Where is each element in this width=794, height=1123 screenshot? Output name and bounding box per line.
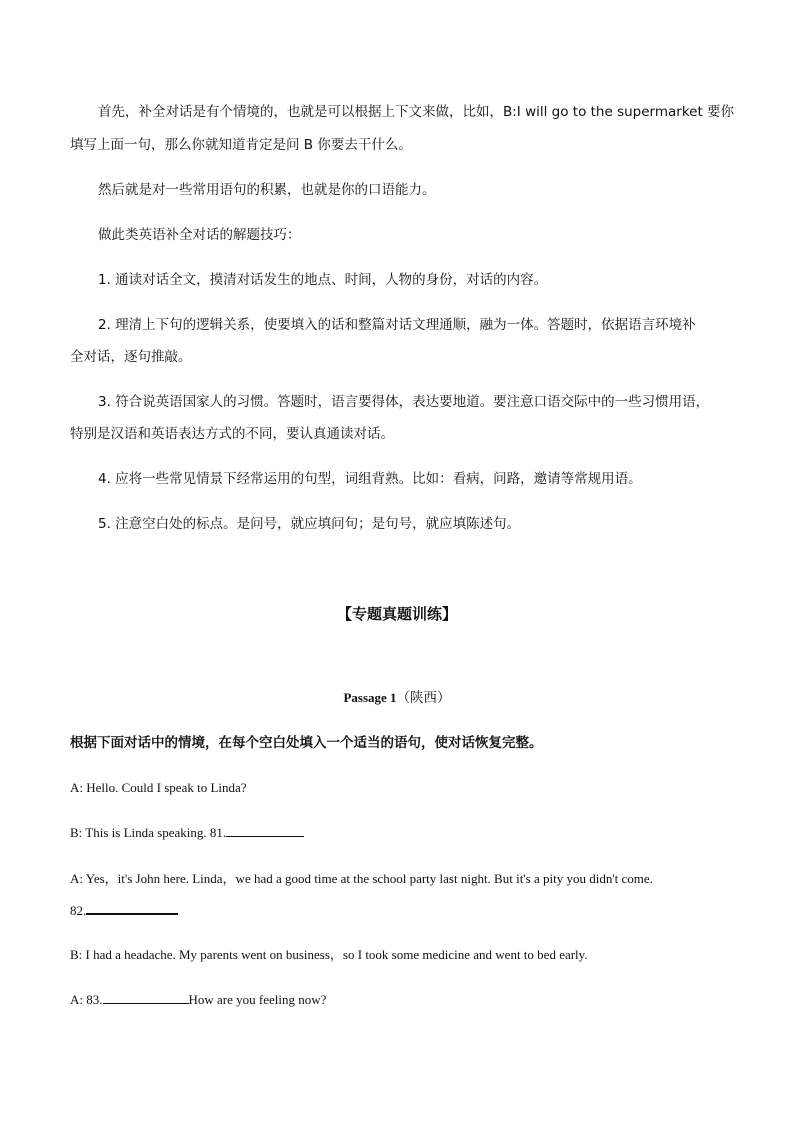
passage-heading [0,686,794,706]
answer-blank-82[interactable] [86,900,178,915]
instruction: 根据下面对话中的情境，在每个空白处填入一个适当的语句，使对话恢复完整。 [70,735,543,751]
tip-2-line-2: 全对话，逐句推敲。 [70,349,192,365]
intro-paragraph-3: 做此类英语补全对话的解题技巧： [98,227,301,243]
question-number-83: A: 83. [70,992,103,1007]
dialogue-line-a1: A: Hello. Could I speak to Linda? [70,780,247,795]
dialogue-line-a3 [70,990,326,1010]
passage-region: （陕西） [396,690,451,706]
tip-3-line-1: 3. 符合说英语国家人的习惯。答题时，语言要得体，表达要地道。要注意口语交际中的一些习惯用语， [98,394,710,410]
tip-5: 5. 注意空白处的标点。是问号，就应填问句；是句号，就应填陈述句。 [98,516,521,532]
intro-paragraph-1-line-2: 填写上面一句，那么你就知道肯定是问 B 你要去干什么。 [70,137,412,153]
dialogue-line-b1-text: B: This is Linda speaking. 81. [70,825,227,840]
tip-2-line-1: 2. 理清上下句的逻辑关系，使要填入的话和整篇对话文理通顺，融为一体。答题时，依据语言环境补 [98,317,696,333]
passage-name: Passage 1 [343,690,397,705]
tip-4: 4. 应将一些常见情景下经常运用的句型，词组背熟。比如：看病，问路，邀请等常规用语。 [98,471,642,487]
answer-blank-81[interactable] [226,823,304,837]
dialogue-line-b1 [70,823,304,843]
dialogue-line-a3-suffix: How are you feeling now? [188,992,327,1007]
tip-3-line-2: 特别是汉语和英语表达方式的不同，要认真通读对话。 [70,426,394,442]
intro-paragraph-2: 然后就是对一些常用语句的积累，也就是你的口语能力。 [98,182,436,198]
section-title: 【专题真题训练】 [336,605,457,623]
tip-1: 1. 通读对话全文，摸清对话发生的地点、时间，人物的身份，对话的内容。 [98,272,548,288]
intro-paragraph-1-line-1: 首先，补全对话是有个情境的，也就是可以根据上下文来做，比如，B:I will go to the supermarket 要你 [98,104,735,120]
question-number-82: 82. [70,903,87,918]
answer-blank-83[interactable] [103,990,189,1004]
dialogue-line-a2: A: Yes，it's John here. Linda，we had a good time at the school party last night. But it's a pity you didn't come. [70,871,653,886]
dialogue-line-b2: B: I had a headache. My parents went on business，so I took some medicine and went to bed early. [70,947,588,962]
dialogue-line-a2-cont [70,900,178,921]
